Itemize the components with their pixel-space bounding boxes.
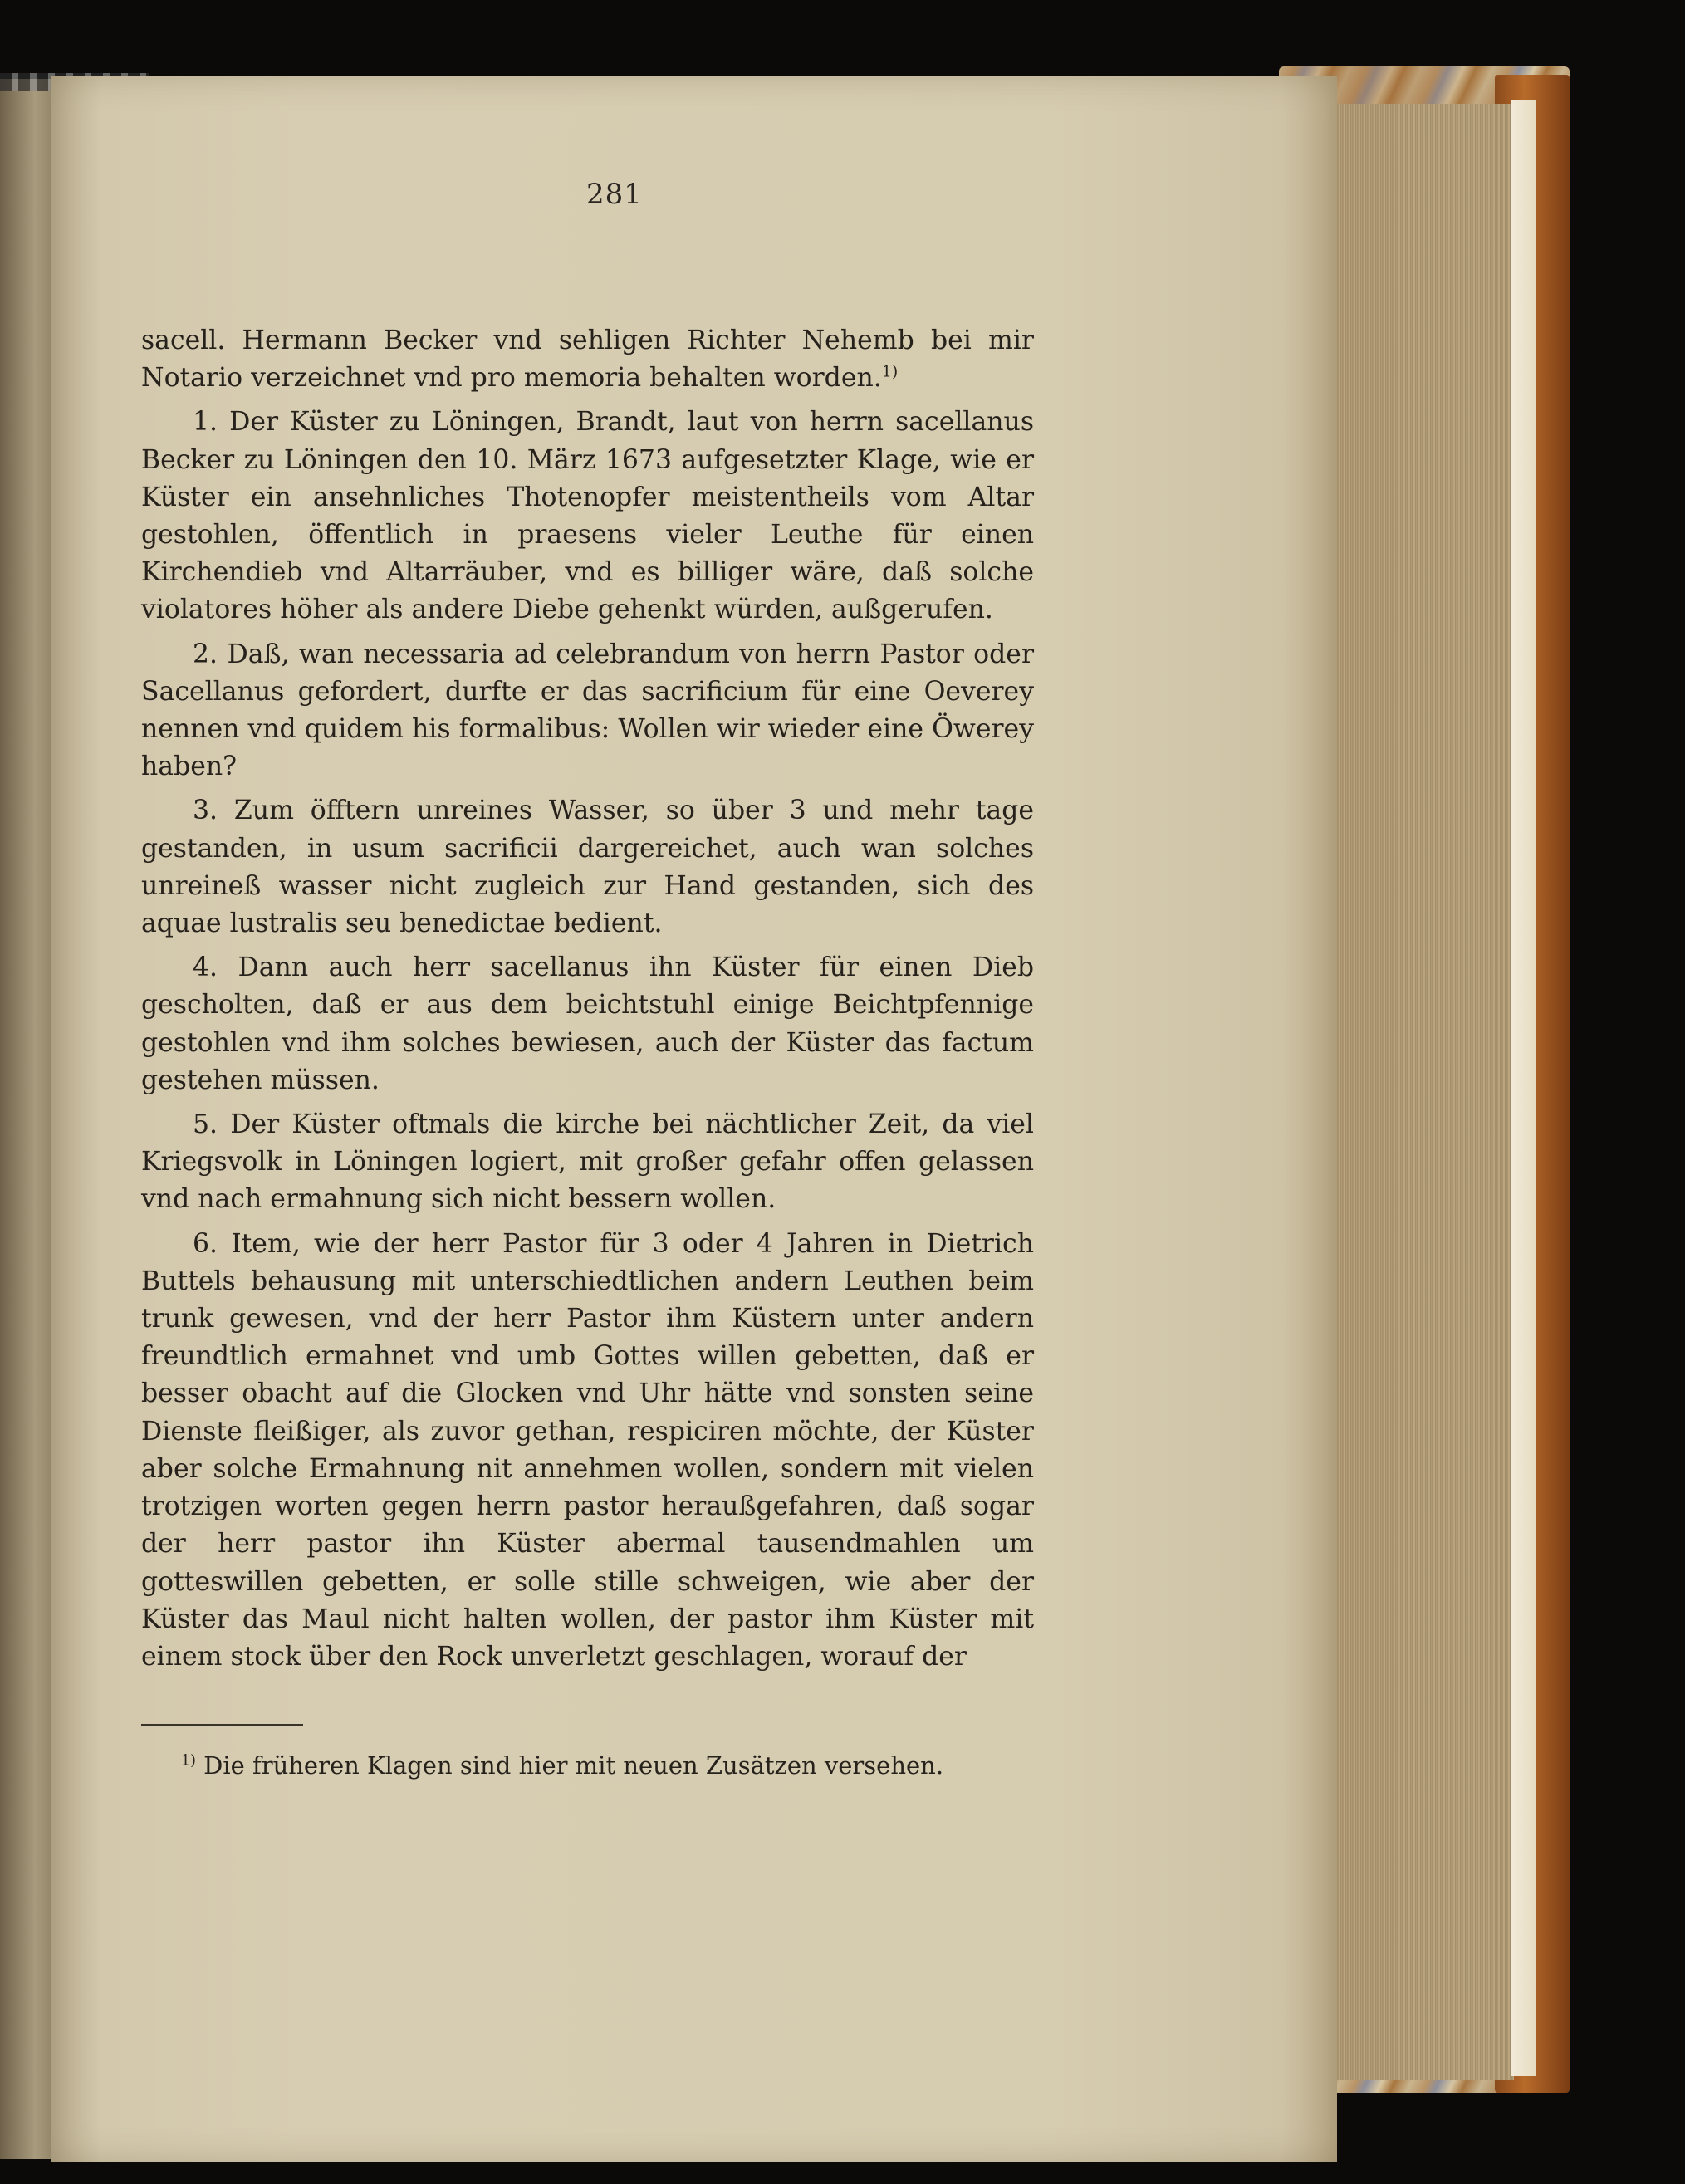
paragraph-text: Der Küster zu Löningen, Brandt, laut von herrn sacellanus Becker zu Löningen den 10. März 1673 aufgesetzter Klage, wie er Küster ein ansehnliches Thotenopfer meistentheils vom Altar gestohlen, öffentlich in praesens vieler Leuthe für einen Kirchendieb vnd Altarräuber, vnd es billiger wäre, daß solche violatores höher als andere Diebe gehenkt würden, außgerufen. — [141, 407, 1035, 625]
paragraph-number: 4. — [193, 952, 218, 983]
page-number: 281 — [586, 178, 643, 211]
paragraph-5 — [141, 1106, 1034, 1219]
paragraph-number: 5. — [193, 1109, 218, 1140]
paragraph-number: 2. — [193, 639, 218, 669]
paragraph-1 — [141, 404, 1034, 629]
paragraph-text: Daß, wan necessaria ad celebrandum von herrn Pastor oder Sacellanus gefordert, durfte er das sacrificium für eine Oeverey nennen vnd quidem his formalibus: Wollen wir wieder eine Öwerey haben? — [141, 639, 1034, 782]
footnote-divider — [141, 1724, 303, 1726]
paragraph-number: 6. — [193, 1228, 218, 1259]
footnote — [181, 1749, 1028, 1782]
paragraph-2 — [141, 636, 1034, 786]
paragraph-4 — [141, 949, 1034, 1099]
previous-page-sliver — [0, 79, 58, 2159]
page-edge-strip — [1511, 100, 1536, 2076]
book-fore-edge — [1329, 104, 1514, 2080]
footnote-marker: 1) — [181, 1752, 196, 1770]
paragraph-text: Zum öfftern unreines Wasser, so über 3 und mehr tage gestanden, in usum sacrificii dargereichet, auch wan solches unreineß wasser nicht zugleich zur Hand gestanden, sich des aquae lustralis seu benedictae bedient. — [141, 796, 1035, 939]
footnote-reference: 1) — [881, 362, 899, 381]
opening-paragraph — [141, 322, 1034, 397]
body-text — [141, 322, 1034, 1676]
paragraph-text: Dann auch herr sacellanus ihn Küster für einen Dieb gescholten, daß er aus dem beichtstuhl einige Beichtpfennige gestohlen vnd ihm solches bewiesen, auch der Küster das factum gestehen müssen. — [141, 952, 1034, 1095]
paragraph-text: Item, wie der herr Pastor für 3 oder 4 Jahren in Dietrich Buttels behausung mit unterschiedtlichen andern Leuthen beim trunk gewesen, vnd der herr Pastor ihm Küstern unter andern freundtlich ermahnet vnd umb Gottes willen gebetten, daß er besser obacht auf die Glocken vnd Uhr hätte vnd sonsten seine Dienste fleißiger, als zuvor gethan, respiciren möchte, der Küster aber solche Ermahnung nit annehmen wollen, sondern mit vielen trotzigen worten gegen herrn pastor heraußgefahren, daß sogar der herr pastor ihn Küster abermal tausendmahlen um gotteswillen gebetten, er solle stille schweigen, wie aber der Küster das Maul nicht halten wollen, der pastor ihm Küster mit einem stock über den Rock unverletzt geschlagen, worauf der — [141, 1228, 1034, 1672]
footnote-text: Die früheren Klagen sind hier mit neuen Zusätzen versehen. — [203, 1751, 944, 1780]
paragraph-number: 1. — [193, 407, 218, 438]
paragraph-3 — [141, 792, 1034, 943]
paragraph-number: 3. — [193, 796, 218, 826]
paragraph-6 — [141, 1226, 1034, 1676]
opening-text: sacell. Hermann Becker vnd sehligen Richter Nehemb bei mir Notario verzeichnet vnd pro memoria behalten worden. — [141, 326, 1034, 394]
paragraph-text: Der Küster oftmals die kirche bei nächtlicher Zeit, da viel Kriegsvolk in Löningen logiert, mit großer gefahr offen gelassen vnd nach ermahnung sich nicht bessern wollen. — [141, 1109, 1034, 1215]
